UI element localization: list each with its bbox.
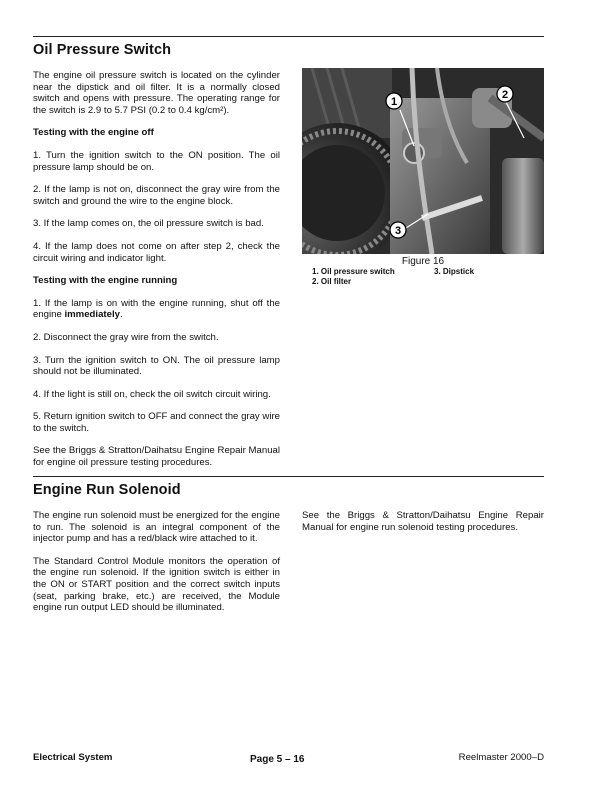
figure-caption: Figure 16 [401,256,445,267]
section-divider [33,36,544,37]
closing-paragraph: See the Briggs & Stratton/Daihatsu Engine Repair Manual for engine oil pressure testing procedures. [33,445,280,469]
legend-item-dipstick: 3. Dipstick [434,267,475,276]
intro-paragraph: The engine oil pressure switch is located on the cylinder near the dipstick and oil filter. It is a normally closed switch and opens with pressure. The operating range for the switch is 2.9 to 5.7 PSI (0.2 to 0.4 kg/cm²). [33,70,280,116]
engine-running-step: 2. Disconnect the gray wire from the switch. [33,331,219,343]
engine-photo [302,68,544,254]
engine-running-step: 3. Turn the ignition switch to ON. The oil pressure lamp should not be illuminated. [33,354,280,378]
step-text: 1. If the lamp is on with the engine running, shut off the engine [33,297,280,321]
subheading-engine-running: Testing with the engine running [33,275,178,287]
callout-3-label: 3 [394,225,402,237]
callout-1-label: 1 [390,96,398,108]
engine-off-step: 1. Turn the ignition switch to the ON position. The oil pressure lamp should be on. [33,149,280,173]
legend-item-oil-filter: 2. Oil filter [312,276,352,286]
callout-1 [386,93,402,109]
engine-running-step: 5. Return ignition switch to OFF and connect the gray wire to the switch. [33,411,280,434]
engine-running-step [33,298,280,321]
step-text: . [119,309,123,321]
footer-page-number: Page 5 – 16 [250,754,305,765]
oil-pressure-column [33,70,280,480]
engine-run-left-column [33,510,280,625]
engine-photo-graphic [302,68,544,254]
engine-off-step: 3. If the lamp comes on, the oil pressure switch is bad. [33,218,264,230]
engine-off-step: 4. If the lamp does not come on after step 2, check the circuit wiring and indicator light. [33,240,280,264]
engine-running-step: 4. If the light is still on, check the oil switch circuit wiring. [33,388,271,400]
footer-section-name: Electrical System [33,752,113,763]
section-title-oil-pressure-switch: Oil Pressure Switch [33,42,172,58]
callout-3 [390,222,406,238]
engine-off-step: 2. If the lamp is not on, disconnect the gray wire from the switch and ground the wire to the engine block. [33,184,280,207]
section-title-engine-run-solenoid: Engine Run Solenoid [33,482,181,498]
repair-manual-paragraph: See the Briggs & Stratton/Daihatsu Engine Repair Manual for engine run solenoid testing procedures. [302,510,544,533]
footer-product-name: Reelmaster 2000–D [458,752,544,763]
figure-legend [312,267,474,286]
legend-item-oil-pressure-switch: 1. Oil pressure switch [312,267,395,276]
control-module-paragraph: The Standard Control Module monitors the operation of the engine run solenoid. If the ignition switch is either in the ON or START position and the correct switch inputs (seat, parking brake, etc.) are received, the Module engine run output LED should be illuminated. [33,555,280,614]
callout-2-label: 2 [501,89,509,101]
section-divider [33,476,544,477]
solenoid-paragraph: The engine run solenoid must be energized for the engine to run. The solenoid is an integral component of the injector pump and has a red/black wire attached to it. [33,510,280,545]
engine-run-right-column [302,510,544,544]
step-emphasis: immediately [64,309,120,321]
callout-2 [497,86,513,102]
subheading-engine-off: Testing with the engine off [33,127,154,139]
